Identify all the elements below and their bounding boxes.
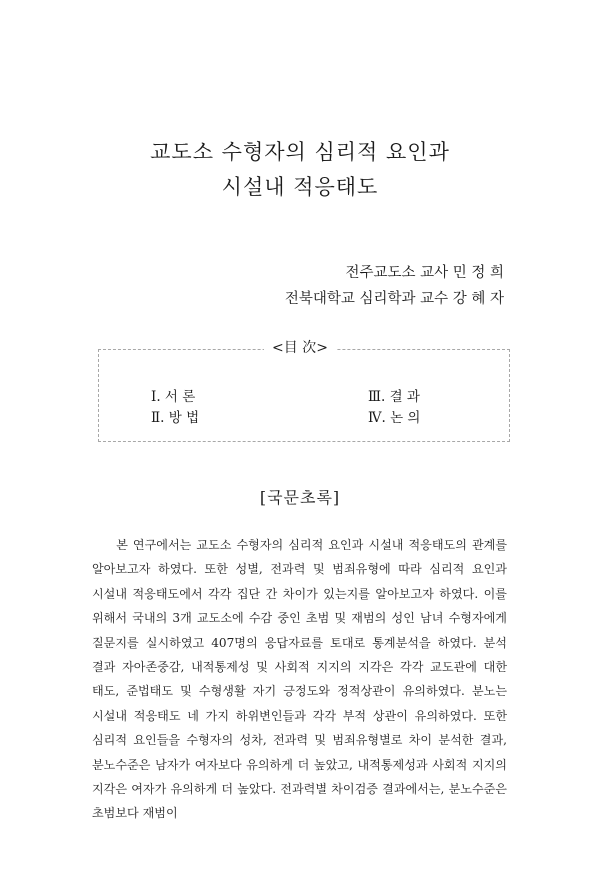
toc-item-results: Ⅲ. 결 과: [368, 389, 420, 405]
table-of-contents-title: [0, 337, 600, 357]
toc-item-introduction: Ⅰ. 서 론: [151, 389, 196, 405]
toc-title-label: <目 次>: [264, 340, 336, 356]
paper-title-line-2: 시설내 적응태도: [221, 175, 379, 199]
author-1: 전주교도소 교사 민 정 희: [345, 265, 504, 281]
toc-item-discussion: Ⅳ. 논 의: [368, 410, 421, 426]
abstract-heading: [국문초록]: [259, 488, 341, 507]
author-2: 전북대학교 심리학과 교수 강 혜 자: [284, 291, 504, 307]
abstract-body: 본 연구에서는 교도소 수형자의 심리적 요인과 시설내 적응태도의 관계를 알아보고자 하였다. 또한 성별, 전과력 및 범죄유형에 따라 심리적 요인과 시설내 적응태도에서 각각 집단 간 차이가 있는지를 알아보고자 하였다. 이를 위해서 국내의 3개 교도소에 수감 중인 초범 및 재범의 성인 남녀 수형자에게 질문지를 실시하였고 407명의 응답자료를 토대로 통계분석을 하였다. 분석 결과 자아존중감, 내적통제성 및 사회적 지지의 지각은 각각 교도관에 대한 태도, 준법태도 및 수형생활 자기 긍정도와 정적상관이 유의하였다. 분노는 시설내 적응태도 네 가지 하위변인들과 각각 부적 상관이 유의하였다. 또한 심리적 요인들을 수형자의 성차, 전과력 및 범죄유형별로 차이 분석한 결과, 분노수준은 남자가 여자보다 유의하게 더 높았고, 내적통제성과 사회적 지지의 지각은 여자가 유의하게 더 높았다. 전과력별 차이검증 결과에서는, 분노수준은 초범보다 재범이: [92, 538, 507, 821]
toc-item-method: Ⅱ. 방 법: [151, 410, 200, 426]
paper-title-line-1: 교도소 수형자의 심리적 요인과: [150, 140, 450, 164]
